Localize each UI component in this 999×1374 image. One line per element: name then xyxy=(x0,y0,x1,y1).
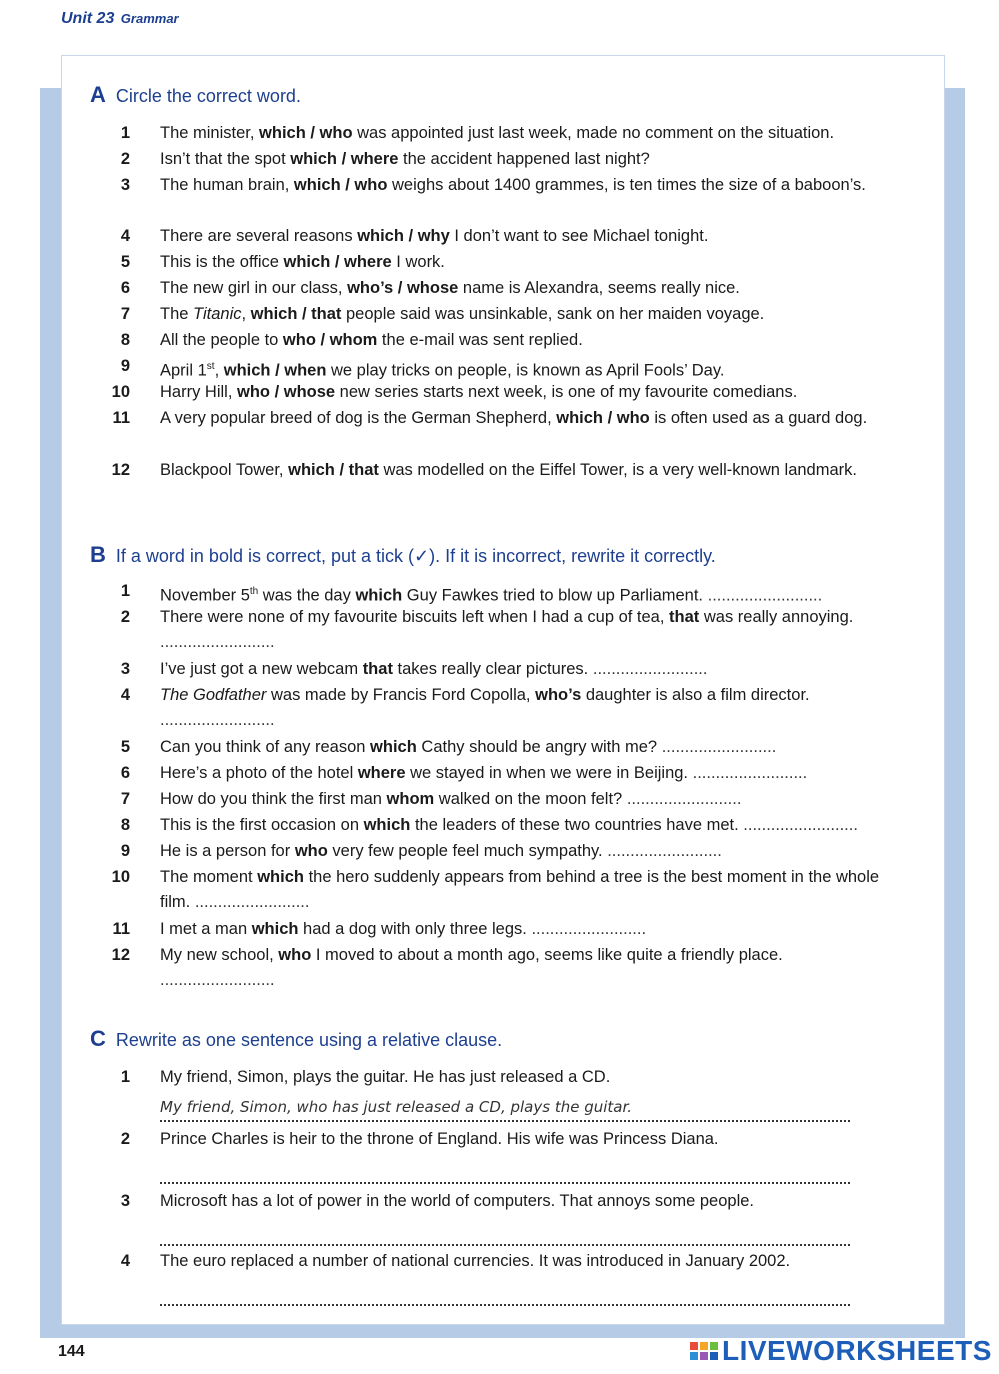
section-a-item-text: April 1st, which / when we play tricks on people, is known as April Fools’ Day. xyxy=(160,361,725,380)
unit-label: Unit 23 xyxy=(61,10,115,27)
section-a-item-text: The human brain, which / who weighs about 1400 grammes, is ten times the size of a baboon’s. xyxy=(160,176,866,194)
section-b-item-number: 8 xyxy=(120,816,130,834)
section-b-item-text: November 5th was the day which Guy Fawkes tried to blow up Parliament. ......................... xyxy=(160,586,823,605)
section-a-letter: A xyxy=(90,82,106,107)
section-b-item-number: 1 xyxy=(120,582,130,600)
section-c-item-number: 4 xyxy=(120,1252,130,1270)
section-b-item-text: The Godfather was made by Francis Ford Copolla, who’s daughter is also a film director. ......................... xyxy=(160,686,810,729)
example-answer: My friend, Simon, who has just released a CD, plays the guitar. xyxy=(160,1098,633,1116)
section-c-item-number: 1 xyxy=(120,1068,130,1086)
answer-line-2[interactable] xyxy=(160,1160,850,1184)
section-a-item-number: 10 xyxy=(111,383,130,401)
section-a-item-number: 2 xyxy=(120,150,130,168)
section-b-item-number: 10 xyxy=(111,868,130,886)
section-a-item-text: The minister, which / who was appointed just last week, made no comment on the situation. xyxy=(160,124,835,142)
section-b-item-text: Can you think of any reason which Cathy should be angry with me? ......................... xyxy=(160,738,777,756)
section-b-item-number: 3 xyxy=(120,660,130,678)
section-b-item-text: My new school, who I moved to about a month ago, seems like quite a friendly place. ......................... xyxy=(160,946,783,989)
section-a-item-text: The Titanic, which / that people said was unsinkable, sank on her maiden voyage. xyxy=(160,305,765,323)
section-b-item-text: He is a person for who very few people feel much sympathy. ......................... xyxy=(160,842,722,860)
section-a-item-number: 12 xyxy=(111,461,130,479)
section-b-item-number: 5 xyxy=(120,738,130,756)
section-a-item-number: 4 xyxy=(120,227,130,245)
section-c-item-text: My friend, Simon, plays the guitar. He has just released a CD. xyxy=(160,1068,611,1086)
section-b-item-number: 6 xyxy=(120,764,130,782)
section-a-item-text: A very popular breed of dog is the German Shepherd, which / who is often used as a guard dog. xyxy=(160,409,868,427)
section-a-item-number: 11 xyxy=(112,409,130,427)
section-b-item-number: 11 xyxy=(112,920,130,938)
section-c-item-text: The euro replaced a number of national currencies. It was introduced in January 2002. xyxy=(160,1252,791,1270)
liveworksheets-logo xyxy=(690,1336,992,1366)
section-a-item-number: 1 xyxy=(120,124,130,142)
section-b-item-text: How do you think the first man whom walked on the moon felt? ......................... xyxy=(160,790,742,808)
page-header xyxy=(61,10,179,28)
section-b-letter: B xyxy=(90,542,106,567)
section-b-item-text: I’ve just got a new webcam that takes really clear pictures. ......................... xyxy=(160,660,708,678)
section-label: Grammar xyxy=(120,11,179,26)
section-a-item-number: 7 xyxy=(120,305,130,323)
section-a-item-number: 8 xyxy=(120,331,130,349)
section-b-instruction: If a word in bold is correct, put a tick (✓). If it is incorrect, rewrite it correctly. xyxy=(115,546,716,566)
section-a-item-number: 6 xyxy=(120,279,130,297)
section-b-item-number: 4 xyxy=(120,686,130,704)
section-a-instruction: Circle the correct word. xyxy=(115,86,301,106)
section-b-item-number: 7 xyxy=(120,790,130,808)
section-c-item-number: 2 xyxy=(120,1130,130,1148)
logo-icon xyxy=(690,1342,718,1360)
section-a-item-number: 9 xyxy=(120,357,130,375)
section-b-item-text: Here’s a photo of the hotel where we stayed in when we were in Beijing. ......................... xyxy=(160,764,808,782)
section-a-item-text: This is the office which / where I work. xyxy=(160,253,445,271)
section-a-item-text: Isn’t that the spot which / where the accident happened last night? xyxy=(160,150,650,168)
section-a-item-text: Blackpool Tower, which / that was modelled on the Eiffel Tower, is a very well-known landmark. xyxy=(160,461,857,479)
section-b-item-text: The moment which the hero suddenly appears from behind a tree is the best moment in the whole film. ......................... xyxy=(160,868,880,911)
section-c-letter: C xyxy=(90,1026,106,1051)
section-b-item-number: 2 xyxy=(120,608,130,626)
section-b-title xyxy=(90,542,716,568)
answer-line-4[interactable] xyxy=(160,1282,850,1306)
page-number: 144 xyxy=(58,1343,85,1360)
section-b-item-number: 12 xyxy=(111,946,130,964)
section-c-item-number: 3 xyxy=(120,1192,130,1210)
section-b-item-number: 9 xyxy=(120,842,130,860)
section-a-item-text: All the people to who / whom the e-mail was sent replied. xyxy=(160,331,583,349)
section-b-item-text: This is the first occasion on which the leaders of these two countries have met. ......................... xyxy=(160,816,858,834)
answer-line-3[interactable] xyxy=(160,1222,850,1246)
section-a-title xyxy=(90,82,301,108)
section-a-item-number: 5 xyxy=(120,253,130,271)
section-b-item-text: There were none of my favourite biscuits left when I had a cup of tea, that was really annoying. ......................... xyxy=(160,608,854,651)
section-c-instruction: Rewrite as one sentence using a relative clause. xyxy=(115,1030,503,1050)
brand-name: LIVEWORKSHEETS xyxy=(722,1335,992,1366)
section-b-item-text: I met a man which had a dog with only three legs. ......................... xyxy=(160,920,647,938)
section-a-item-text: The new girl in our class, who’s / whose name is Alexandra, seems really nice. xyxy=(160,279,740,297)
section-c-item-text: Prince Charles is heir to the throne of England. His wife was Princess Diana. xyxy=(160,1130,719,1148)
section-a-item-text: There are several reasons which / why I don’t want to see Michael tonight. xyxy=(160,227,709,245)
section-c-item-text: Microsoft has a lot of power in the world of computers. That annoys some people. xyxy=(160,1192,754,1210)
section-c-title xyxy=(90,1026,502,1052)
section-a-item-text: Harry Hill, who / whose new series starts next week, is one of my favourite comedians. xyxy=(160,383,798,401)
section-a-item-number: 3 xyxy=(120,176,130,194)
